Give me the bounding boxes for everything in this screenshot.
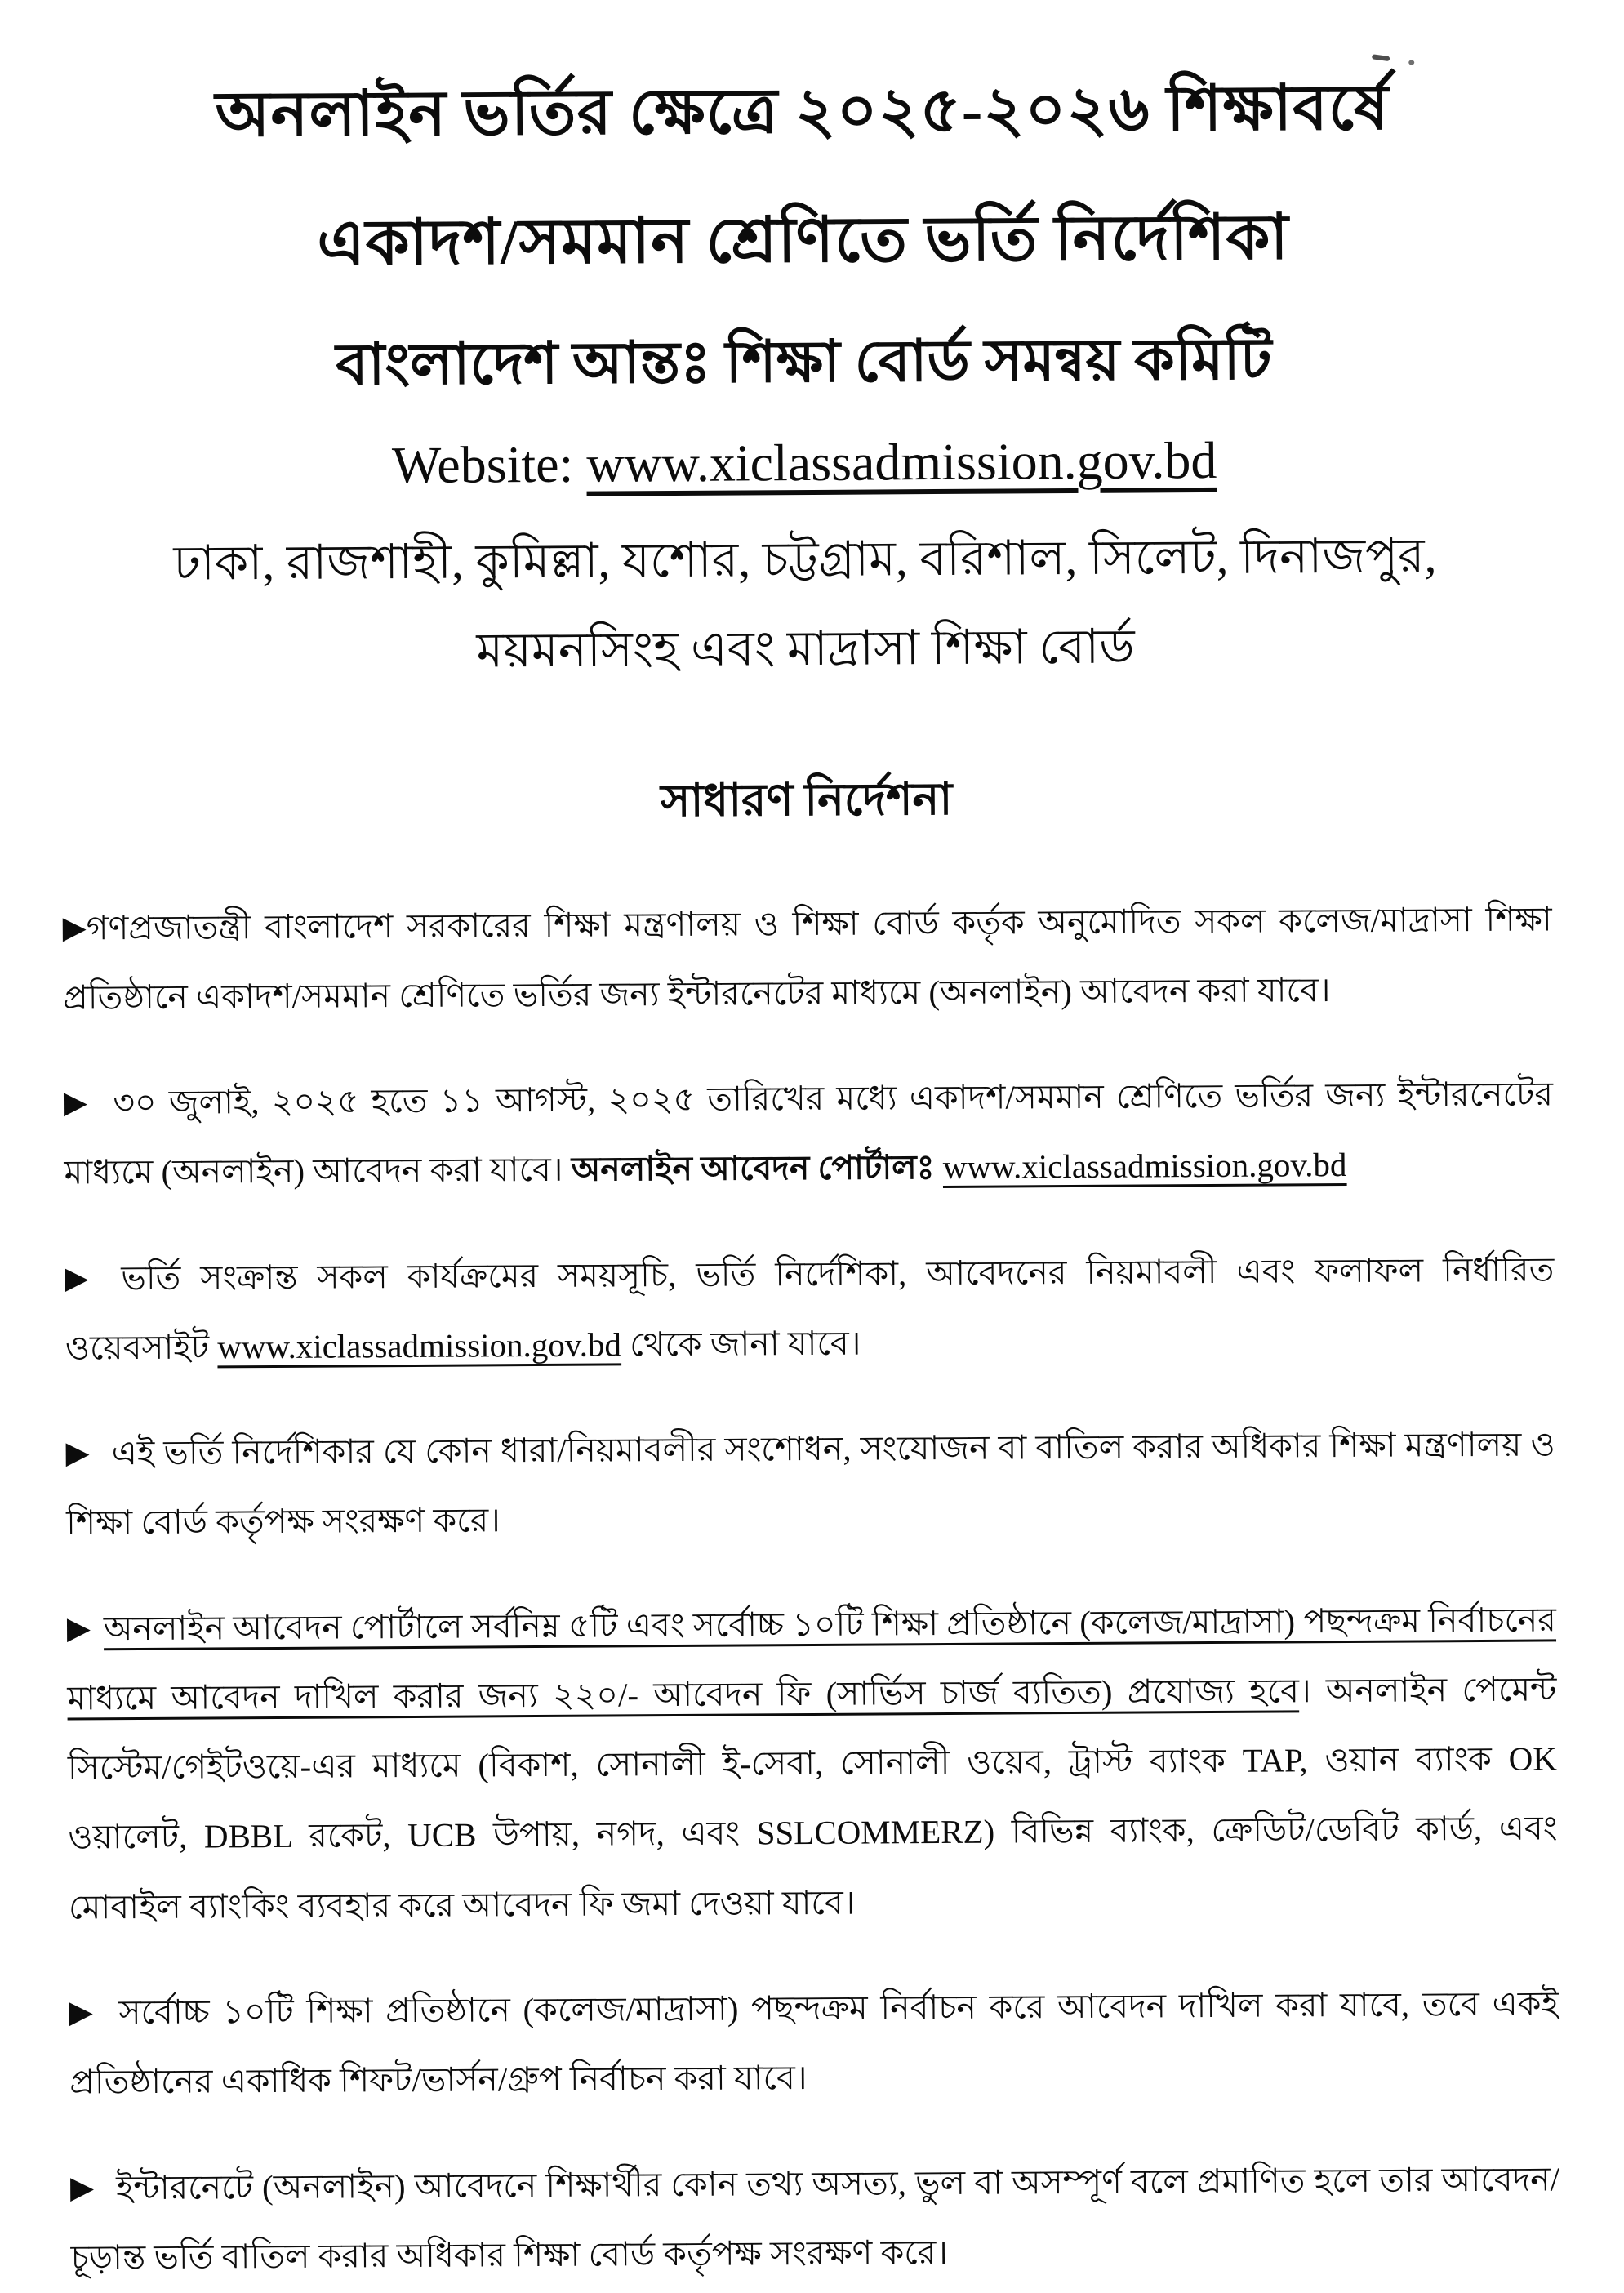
- section-heading: সাধারণ নির্দেশনা: [660, 773, 953, 826]
- boards-list: [60, 511, 1551, 698]
- committee-name: বাংলাদেশ আন্তঃ শিক্ষা বোর্ড সমন্বয় কমিটি: [336, 327, 1272, 398]
- bullet-arrow-icon: ▶: [65, 1434, 90, 1471]
- instruction-item-2: [64, 1060, 1554, 1209]
- instruction-item-4: [65, 1410, 1555, 1559]
- bullet-arrow-icon: ▶: [62, 908, 87, 946]
- instruction-text: ৩০ জুলাই, ২০২৫ হতে ১১ আগস্ট, ২০২৫ তারিখের মধ্যে একাদশ/সমমান শ্রেণিতে ভর্তির জন্য ইন্টারনেটের মাধ্যমে (অনলাইন) আবেদন করা যাবে।: [64, 1075, 1554, 1191]
- website-url-link[interactable]: www.xiclassadmission.gov.bd: [586, 431, 1217, 493]
- instruction-item-3: [65, 1235, 1555, 1383]
- scan-speckle: [1408, 60, 1414, 65]
- instruction-text: গণপ্রজাতন্ত্রী বাংলাদেশ সরকারের শিক্ষা মন্ত্রণালয় ও শিক্ষা বোর্ড কর্তৃক অনুমোদিত সকল কলেজ/মাদ্রাসা শিক্ষা প্রতিষ্ঠানে একাদশ/সমমান শ্রেণিতে ভর্তির জন্য ইন্টারনেটের মাধ্যমে (অনলাইন) আবেদন করা যাবে।: [63, 899, 1552, 1017]
- instruction-text: । অনলাইন পেমেন্ট সিস্টেম/গেইটওয়ে-এর মাধ্যমে (বিকাশ, সোনালী ই-সেবা, সোনালী ওয়েব, ট্রাস্ট ব্যাংক TAP, ওয়ান ব্যাংক OK ওয়ালেট, DBBL রকেট, UCB উপায়, নগদ, এবং SSLCOMMERZ) বিভিন্ন ব্যাংক, ক্রেডিট/ডেবিট কার্ড, এবং মোবাইল ব্যাংকিং ব্যবহার করে আবেদন ফি জমা দেওয়া যাবে।: [67, 1670, 1558, 1926]
- bullet-arrow-icon: ▶: [65, 1259, 89, 1296]
- portal-label: অনলাইন আবেদন পোর্টালঃ: [571, 1148, 943, 1189]
- bullet-arrow-icon: ▶: [66, 1610, 91, 1646]
- instruction-text: থেকে জানা যাবে।: [621, 1324, 861, 1364]
- doc-title: [57, 42, 1548, 309]
- instruction-text: ইন্টারনেটে (অনলাইন) আবেদনে শিক্ষার্থীর কোন তথ্য অসত্য, ভুল বা অসম্পূর্ণ বলে প্রমাণিত হলে তার আবেদন/চূড়ান্ত ভর্তি বাতিল করার অধিকার শিক্ষা বোর্ড কর্তৃপক্ষ সংরক্ষণ করে।: [70, 2159, 1560, 2277]
- fee-underlined-clause: অনলাইন আবেদন পোর্টালে সর্বনিম্ন ৫টি এবং সর্বোচ্চ ১০টি শিক্ষা প্রতিষ্ঠানে (কলেজ/মাদ্রাসা) পছন্দক্রম নির্বাচনের মাধ্যমে আবেদন দাখিল করার জন্য ২২০/- আবেদন ফি (সার্ভিস চার্জ ব্যতিত) প্রযোজ্য হবে: [67, 1601, 1557, 1717]
- bullet-arrow-icon: ▶: [69, 2168, 95, 2206]
- instruction-item-5: [67, 1585, 1559, 1942]
- instruction-item-1: [62, 884, 1552, 1033]
- doc-title-line2: একাদশ/সমমান শ্রেণিতে ভর্তি নির্দেশিকা: [317, 202, 1290, 278]
- doc-title-line1: অনলাইন ভর্তির ক্ষেত্রে ২০২৫-২০২৬ শিক্ষাবর্ষে: [215, 72, 1390, 150]
- boards-line1: ঢাকা, রাজশাহী, কুমিল্লা, যশোর, চট্টগ্রাম, বরিশাল, সিলেট, দিনাজপুর,: [173, 528, 1437, 591]
- website-url-inline-link[interactable]: www.xiclassadmission.gov.bd: [217, 1325, 622, 1366]
- portal-url-link[interactable]: www.xiclassadmission.gov.bd: [942, 1146, 1347, 1187]
- instruction-text: এই ভর্তি নির্দেশিকার যে কোন ধারা/নিয়মাবলীর সংশোধন, সংযোজন বা বাতিল করার অধিকার শিক্ষা মন্ত্রণালয় ও শিক্ষা বোর্ড কর্তৃপক্ষ সংরক্ষণ করে।: [65, 1425, 1555, 1542]
- website-line: [60, 420, 1550, 507]
- boards-line2: ময়মনসিংহ এবং মাদ্রাসা শিক্ষা বোর্ড: [476, 619, 1135, 678]
- instructions-list: [62, 884, 1559, 2293]
- instruction-item-6: [69, 1969, 1559, 2117]
- bullet-arrow-icon: ▶: [69, 1993, 93, 2030]
- instruction-text: ভর্তি সংক্রান্ত সকল কার্যক্রমের সময়সূচি, ভর্তি নির্দেশিকা, আবেদনের নিয়মাবলী এবং ফলাফল নির্ধারিত ওয়েবসাইট: [65, 1250, 1555, 1367]
- bullet-arrow-icon: ▶: [63, 1084, 88, 1120]
- instruction-text: সর্বোচ্চ ১০টি শিক্ষা প্রতিষ্ঠানে (কলেজ/মাদ্রাসা) পছন্দক্রম নির্বাচন করে আবেদন দাখিল করা যাবে, তবে একই প্রতিষ্ঠানের একাধিক শিফট/ভার্সন/গ্রুপ নির্বাচন করা যাবে।: [69, 1984, 1559, 2101]
- instruction-item-7: [70, 2144, 1560, 2293]
- website-label: Website:: [391, 434, 587, 495]
